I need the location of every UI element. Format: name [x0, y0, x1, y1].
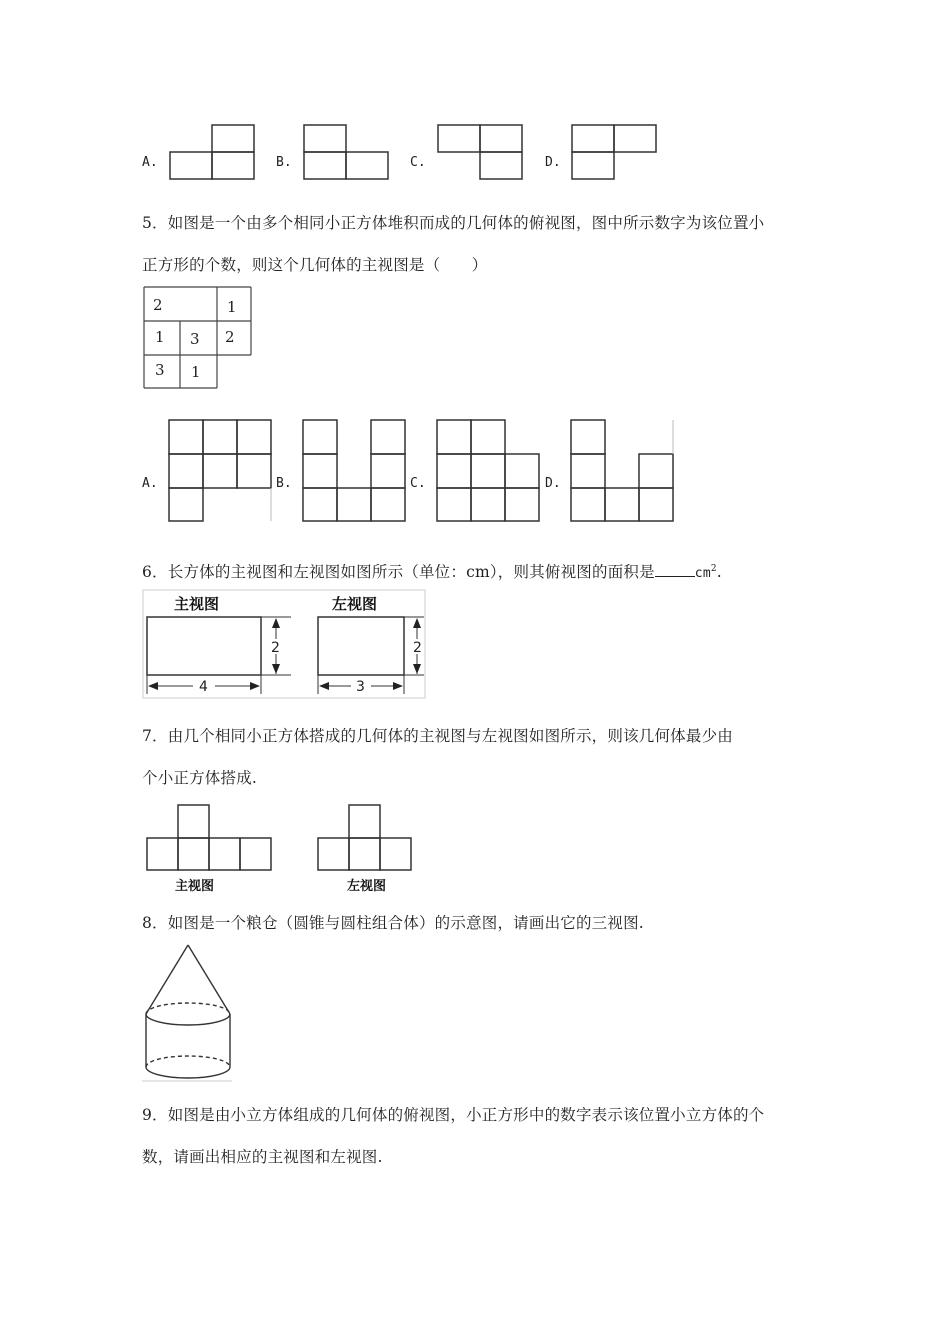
q4-option-c-figure [436, 124, 526, 180]
q8-granary-figure [142, 942, 234, 1084]
q5-grid-num-r2c2: 3 [190, 330, 200, 348]
q5-top-view-grid [143, 286, 253, 390]
q6-front-height: 2 [271, 640, 280, 656]
q5-option-c-figure [436, 419, 542, 523]
q5-grid-num-r1c3: 1 [227, 298, 237, 316]
q7-left-label: 左视图 [347, 879, 387, 894]
q6-left-width: 3 [356, 679, 365, 695]
q5-option-d-label: D. [545, 476, 561, 491]
q4-option-b-figure [302, 124, 392, 180]
q5-text-line1: 5．如图是一个由多个相同小正方体堆积而成的几何体的俯视图，图中所示数字为该位置小 [142, 214, 765, 232]
q6-text-main: 6．长方体的主视图和左视图如图所示（单位：cm），则其俯视图的面积是 [142, 563, 655, 582]
q5-grid-num-r1c1: 2 [153, 296, 163, 314]
q5-grid-num-r2c1: 1 [155, 328, 165, 346]
q5-grid-num-r2c3: 2 [225, 328, 235, 346]
q4-option-d-label: D. [545, 155, 561, 170]
q7-text-line1: 7．由几个相同小正方体搭成的几何体的主视图与左视图如图所示，则该几何体最少由 [142, 727, 733, 745]
q6-text-end: . [716, 563, 722, 582]
q7-text-line2: 个小正方体搭成. [142, 769, 258, 787]
q6-front-width: 4 [199, 679, 208, 695]
q4-option-a-figure [168, 124, 258, 180]
q4-option-a-label: A. [142, 155, 158, 170]
q5-option-b-label: B. [276, 476, 292, 491]
q5-option-a-label: A. [142, 476, 158, 491]
q5-text-line2: 正方形的个数，则这个几何体的主视图是（ ） [142, 256, 488, 274]
q5-option-d-figure [570, 419, 676, 523]
q5-option-b-figure [302, 419, 408, 523]
q6-front-title: 主视图 [174, 595, 220, 613]
q5-grid-num-r3c1: 3 [155, 361, 165, 379]
q6-text [142, 562, 722, 582]
q9-text-line2: 数，请画出相应的主视图和左视图. [142, 1148, 383, 1166]
q5-grid-num-r3c2: 1 [191, 363, 201, 381]
q7-views-figure [143, 800, 427, 896]
q6-unit: cm [694, 566, 711, 582]
q4-option-d-figure [570, 124, 660, 180]
q8-text: 8．如图是一个粮仓（圆锥与圆柱组合体）的示意图，请画出它的三视图. [142, 914, 644, 932]
q6-left-height: 2 [413, 640, 422, 656]
q6-left-title: 左视图 [332, 595, 378, 613]
q4-option-b-label: B. [276, 155, 292, 170]
q4-option-c-label: C. [410, 155, 426, 170]
q6-views-figure [143, 590, 427, 700]
q9-text-line1: 9．如图是由小立方体组成的几何体的俯视图，小正方形中的数字表示该位置小立方体的个 [142, 1106, 765, 1124]
q5-option-a-figure [168, 419, 274, 523]
q6-unit-sup: 2 [710, 564, 717, 574]
q5-option-c-label: C. [410, 476, 426, 491]
q7-front-label: 主视图 [175, 879, 215, 894]
q6-answer-blank [655, 564, 695, 577]
